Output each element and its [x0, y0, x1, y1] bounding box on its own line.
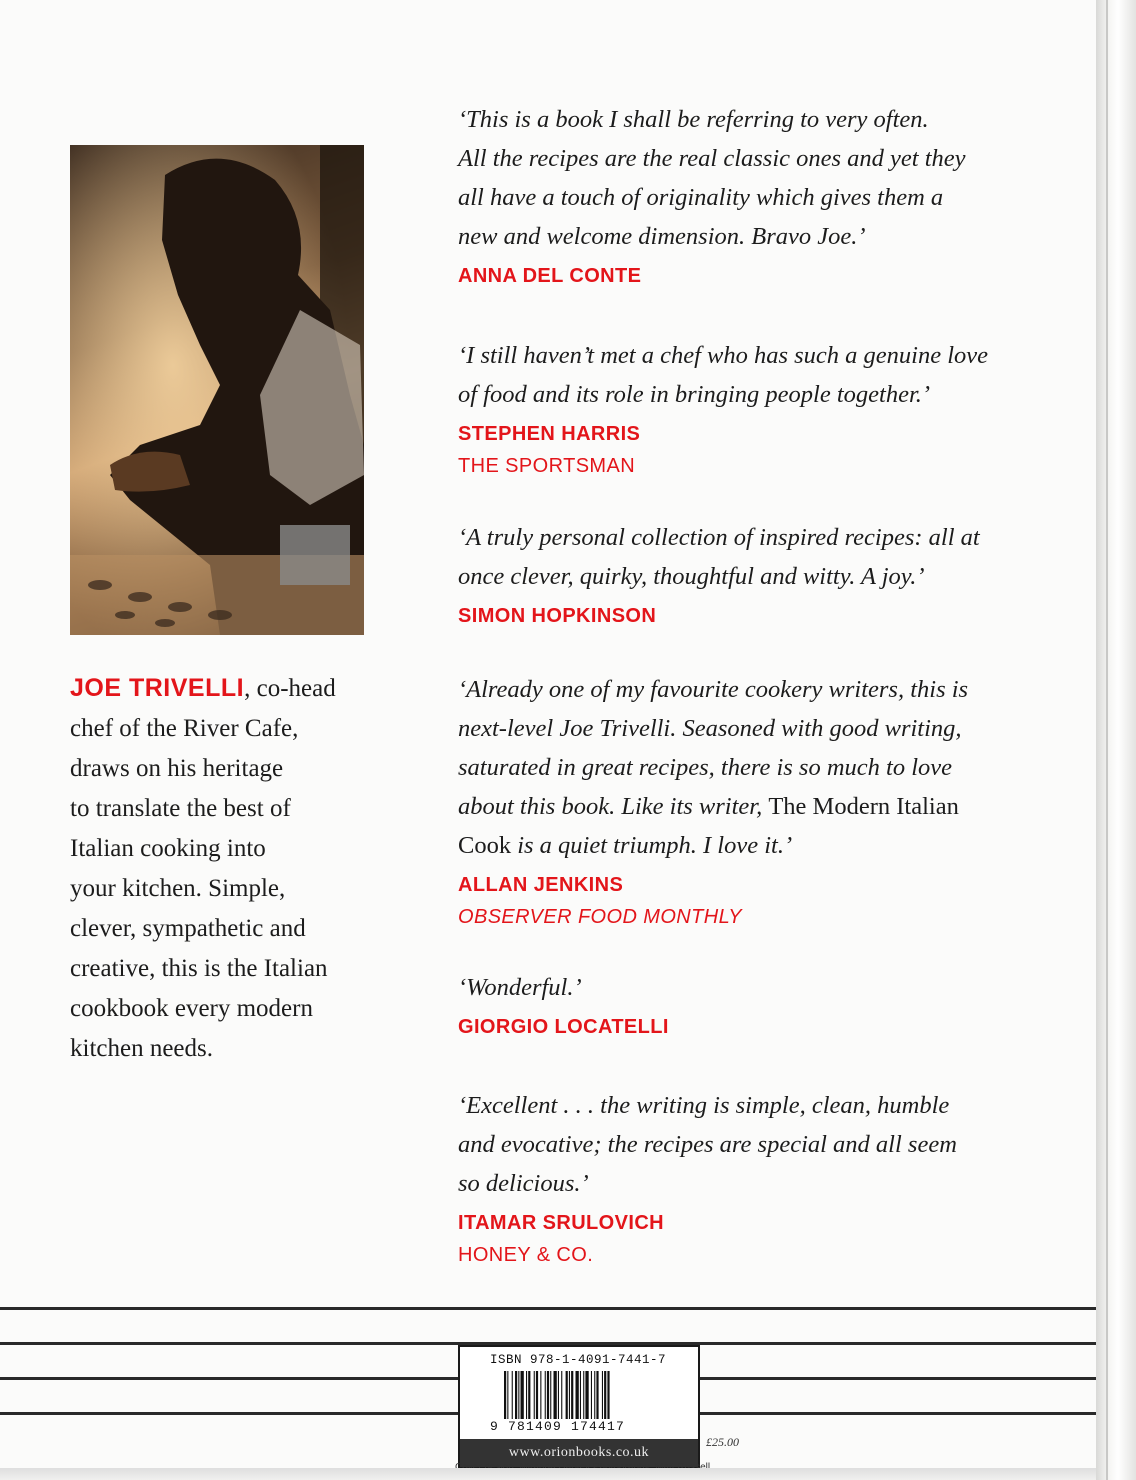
barcode-bar: [518, 1371, 519, 1419]
quote-author: STEPHEN HARRIS: [458, 423, 641, 445]
barcode-bar: [561, 1371, 562, 1419]
quote-harris: [458, 336, 1038, 482]
bio-line: kitchen needs.: [70, 1035, 214, 1062]
spine-edge: [1096, 0, 1136, 1480]
bio-line: to translate the best of: [70, 795, 291, 822]
price: £25.00: [706, 1435, 739, 1449]
quote-line: ‘This is a book I shall be referring to very often.: [458, 106, 929, 133]
barcode: [504, 1371, 684, 1419]
barcode-bar: [521, 1371, 524, 1419]
barcode-bar: [512, 1371, 513, 1419]
quote-line: ‘Excellent . . . the writing is simple, clean, humble: [458, 1092, 950, 1119]
quote-line: ‘Wonderful.’: [458, 974, 582, 1001]
quote-line: ‘I still haven’t met a chef who has such a genuine love: [458, 342, 989, 369]
barcode-bar: [583, 1371, 584, 1419]
quote-author: GIORGIO LOCATELLI: [458, 1016, 669, 1038]
quote-jenkins: [458, 670, 1038, 933]
quote-line: Cook is a quiet triumph. I love it.’: [458, 832, 793, 859]
quote-line: All the recipes are the real classic ones and yet they: [458, 145, 966, 172]
quote-author: ALLAN JENKINS: [458, 874, 624, 896]
barcode-bar: [536, 1371, 538, 1419]
bio-line: your kitchen. Simple,: [70, 875, 286, 902]
barcode-digits: 9 781409 174417: [490, 1419, 626, 1434]
bio-line: chef of the River Cafe,: [70, 715, 299, 742]
author-bio: [70, 668, 380, 1069]
book-title: The Modern Italian: [768, 793, 959, 820]
quote-source: THE SPORTSMAN: [458, 455, 636, 477]
quote-author: SIMON HOPKINSON: [458, 605, 657, 627]
quote-line: next-level Joe Trivelli. Seasoned with good writing,: [458, 715, 962, 742]
bio-line: JOE TRIVELLI, co-head: [70, 674, 336, 702]
barcode-bar: [580, 1371, 581, 1419]
barcode-bar: [515, 1371, 517, 1419]
barcode-bar: [526, 1371, 527, 1419]
quote-line: about this book. Like its writer, The Modern Italian: [458, 793, 959, 820]
quote-srulovich: [458, 1086, 1038, 1271]
decorative-stripe: [0, 1307, 1096, 1310]
chef-photo: [70, 145, 364, 635]
bio-line: creative, this is the Italian: [70, 955, 328, 982]
book-title: Cook: [458, 832, 512, 859]
barcode-bar: [554, 1371, 557, 1419]
barcode-bar: [604, 1371, 606, 1419]
barcode-bar: [585, 1371, 588, 1419]
quote-line: new and welcome dimension. Bravo Joe.’: [458, 223, 866, 250]
quote-line: saturated in great recipes, there is so much to love: [458, 754, 952, 781]
barcode-bar: [596, 1371, 598, 1419]
quote-line: once clever, quirky, thoughtful and witty. A joy.’: [458, 563, 925, 590]
barcode-bar: [547, 1371, 549, 1419]
barcode-bar: [545, 1371, 546, 1419]
barcode-bar: [571, 1371, 573, 1419]
barcode-bar: [504, 1371, 506, 1419]
quote-line: of food and its role in bringing people together.’: [458, 381, 931, 408]
quote-line: all have a touch of originality which gives them a: [458, 184, 944, 211]
barcode-bar: [602, 1371, 603, 1419]
quote-locatelli: [458, 968, 1038, 1043]
quote-line: ‘A truly personal collection of inspired recipes: all at: [458, 524, 980, 551]
author-name: JOE TRIVELLI: [70, 674, 245, 702]
barcode-panel: [458, 1345, 700, 1469]
barcode-bar: [507, 1371, 508, 1419]
barcode-bar: [607, 1371, 609, 1419]
bio-line: draws on his heritage: [70, 755, 284, 782]
barcode-bar: [528, 1371, 530, 1419]
quote-line: ‘Already one of my favourite cookery writers, this is: [458, 676, 969, 703]
bio-line: clever, sympathetic and: [70, 915, 306, 942]
barcode-bar: [558, 1371, 559, 1419]
bottom-edge: [0, 1468, 1096, 1480]
barcode-bar: [550, 1371, 551, 1419]
quote-source: HONEY & CO.: [458, 1244, 594, 1266]
bio-line: Italian cooking into: [70, 835, 266, 862]
quote-del-conte: [458, 100, 1038, 292]
barcode-bar: [540, 1371, 541, 1419]
barcode-bar: [591, 1371, 592, 1419]
barcode-bar: [569, 1371, 570, 1419]
quote-source: OBSERVER FOOD MONTHLY: [458, 906, 743, 928]
publisher-website: www.orionbooks.co.uk: [460, 1439, 698, 1467]
quote-author: ITAMAR SRULOVICH: [458, 1212, 665, 1234]
barcode-bar: [576, 1371, 579, 1419]
barcode-bar: [534, 1371, 535, 1419]
quote-author: ANNA DEL CONTE: [458, 265, 642, 287]
isbn-number: ISBN 978-1-4091-7441-7: [490, 1353, 667, 1367]
quote-line: and evocative; the recipes are special and all seem: [458, 1131, 957, 1158]
barcode-bar: [566, 1371, 568, 1419]
quote-line: so delicious.’: [458, 1170, 589, 1197]
quote-hopkinson: [458, 518, 1038, 632]
barcode-bar: [594, 1371, 595, 1419]
bio-line: cookbook every modern: [70, 995, 313, 1022]
